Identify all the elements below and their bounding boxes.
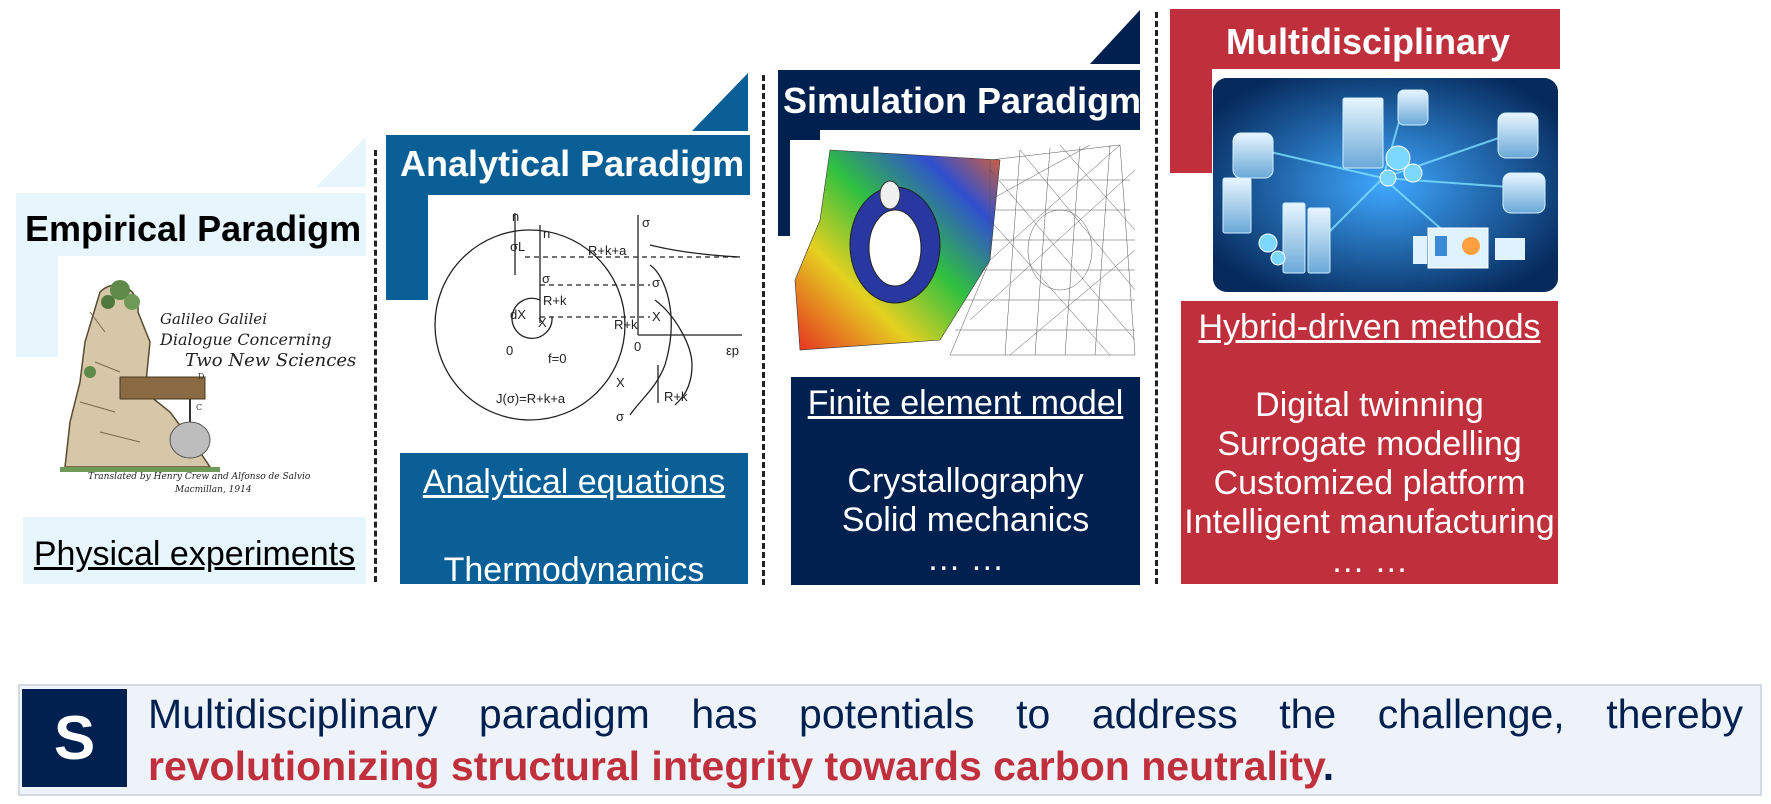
analytical-methods-text (400, 460, 748, 592)
fig-label-zero1: 0 (506, 343, 514, 358)
fig-label-sigma2: σ (642, 215, 651, 230)
simulation-methods-heading: Finite element model (807, 384, 1124, 422)
multi-methods-spacer (1181, 347, 1558, 386)
analytical-step-triangle (692, 73, 748, 131)
digital-network-image (1213, 78, 1558, 292)
summary-statement (148, 688, 1743, 792)
fem-mesh-image (790, 140, 1140, 358)
book-author: Galileo Galilei (160, 310, 267, 328)
fig-label-rk2: R+k (614, 317, 638, 332)
book-title-line1: Dialogue Concerning (160, 330, 332, 349)
multi-methods-text (1181, 308, 1558, 581)
summary-end: . (1322, 743, 1335, 789)
fig-label-f0: f=0 (548, 351, 567, 366)
fig-label-rka: R+k+a (588, 243, 627, 258)
analytical-title: Analytical Paradigm (400, 143, 745, 184)
multi-methods-heading: Hybrid-driven methods (1198, 308, 1541, 346)
empirical-title: Empirical Paradigm (25, 208, 362, 249)
summary-text: Multidisciplinary paradigm has potentials to address the challenge, thereby (148, 691, 1743, 737)
analytical-method-item: Thermodynamics (443, 551, 705, 589)
galileo-book-image (60, 272, 360, 500)
multi-method-item: Customized platform (1213, 464, 1526, 502)
digital-network-illustration (1213, 78, 1558, 292)
multi-method-item: Intelligent manufacturing (1184, 503, 1555, 541)
fig-label-sigmaL: σL (510, 239, 526, 254)
multi-method-item: Digital twinning (1255, 386, 1484, 424)
fig-label-eps: εp (726, 343, 740, 358)
fem-mesh-render (790, 140, 1140, 358)
fig-label-sigma1: σ (542, 271, 551, 286)
divider-3 (1155, 12, 1158, 584)
fig-label-sigma4: σ (616, 409, 625, 424)
simulation-methods-spacer (791, 423, 1140, 462)
empirical-methods-text (23, 532, 366, 576)
yield-surface-diagram (430, 205, 748, 437)
summary-badge: S (22, 689, 127, 787)
divider-2 (762, 75, 765, 585)
summary-highlight: revolutionizing structural integrity towards carbon neutrality (148, 743, 1323, 789)
divider-1 (374, 150, 377, 582)
multi-title: Multidisciplinary (1226, 21, 1511, 62)
fig-label-sigma3: σ (652, 275, 661, 290)
fig-label-rk1: R+k (543, 293, 567, 308)
svg-text:D: D (198, 372, 205, 381)
galileo-book-illustration (60, 272, 360, 500)
multi-method-item: Surrogate modelling (1217, 425, 1522, 463)
yield-surface-figure (430, 205, 748, 437)
fig-label-J: J(σ)=R+k+a (496, 391, 566, 406)
multi-method-item: … … (1330, 542, 1409, 580)
fig-label-X2: X (652, 309, 661, 324)
simulation-method-item: Solid mechanics (841, 501, 1090, 539)
multi-side-bar (1170, 9, 1212, 173)
fig-label-X1: X (538, 315, 547, 330)
simulation-methods-text (791, 384, 1140, 579)
svg-text:C: C (196, 403, 203, 412)
fig-label-rk3: R+k (664, 389, 688, 404)
fig-label-dX: dX (510, 307, 526, 322)
book-credit-line2: Macmillan, 1914 (175, 485, 252, 495)
fig-label-n1: n (512, 209, 520, 224)
simulation-method-item: Crystallography (847, 462, 1084, 500)
empirical-step-triangle (316, 137, 366, 187)
fig-label-zero2: 0 (634, 339, 642, 354)
book-credit-line1: Translated by Henry Crew and Alfonso de Salvio (88, 472, 311, 482)
book-title-line2: Two New Sciences (185, 350, 357, 371)
analytical-methods-heading: Analytical equations (422, 463, 726, 501)
fig-label-X3: X (616, 375, 625, 390)
simulation-method-item: … … (926, 540, 1005, 578)
fig-label-n2: n (543, 226, 551, 241)
simulation-title: Simulation Paradigm (783, 80, 1142, 121)
analytical-methods-spacer (400, 504, 748, 548)
empirical-methods-heading: Physical experiments (33, 535, 356, 573)
simulation-step-triangle (1090, 10, 1140, 64)
